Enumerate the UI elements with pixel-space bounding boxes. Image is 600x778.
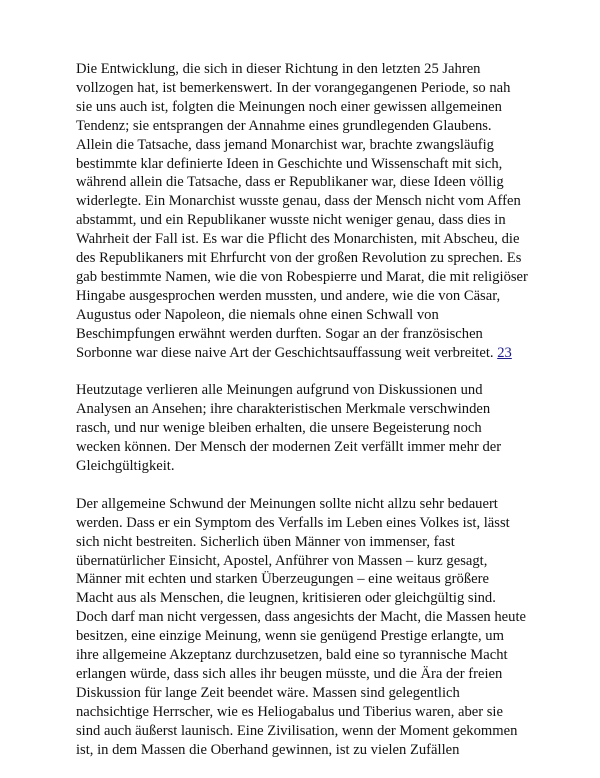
document-page <box>76 60 528 778</box>
paragraph-3 <box>76 495 528 760</box>
paragraph-2-text: Heutzutage verlieren alle Meinungen aufgrund von Diskussionen und Analysen an Ansehen; ihre charakteristischen Merkmale verschwinden rasch, und nur wenige bleiben erhalten, die unsere Begeisterung noch wecken können. Der Mensch der modernen Zeit verfällt immer mehr der Gleichgültigkeit. <box>76 382 502 475</box>
paragraph-1-text: Die Entwicklung, die sich in dieser Richtung in den letzten 25 Jahren vollzogen hat, ist bemerkenswert. In der vorangegangenen Periode, so nah sie uns auch ist, folgten die Meinungen noch einer gewissen allgemeinen Tendenz; sie entsprangen der Annahme eines grundlegenden Glaubens. Allein die Tatsache, dass jemand Monarchist war, brachte zwangsläufig bestimmte klar definierte Ideen in Geschichte und Wissenschaft mit sich, während allein die Tatsache, dass er Republikaner war, diese Ideen völlig widerlegte. Ein Monarchist wusste genau, dass der Mensch nicht vom Affen abstammt, und ein Republikaner wusste nicht weniger genau, dass dies in Wahrheit der Fall ist. Es war die Pflicht des Monarchisten, mit Abscheu, die des Republikaners mit Ehrfurcht von der großen Revolution zu sprechen. Es gab bestimmte Namen, wie die von Robespierre und Marat, die mit religiöser Hingabe ausgesprochen werden mussten, und andere, wie die von Cäsar, Augustus oder Napoleon, die niemals ohne einen Schwall von Beschimpfungen erwähnt werden durften. Sogar an der französischen Sorbonne war diese naive Art der Geschichtsauffassung weit verbreitet. <box>76 61 528 361</box>
paragraph-3-text: Der allgemeine Schwund der Meinungen sollte nicht allzu sehr bedauert werden. Dass er ein Symptom des Verfalls im Leben eines Volkes ist, lässt sich nicht bestreiten. Sicherlich üben Männer von immenser, fast übernatürlicher Einsicht, Apostel, Anführer von Massen – kurz gesagt, Männer mit echten und starken Überzeugungen – eine weitaus größere Macht aus als Menschen, die leugnen, kritisieren oder gleichgültig sind. Doch darf man nicht vergessen, dass angesichts der Macht, die Massen heute besitzen, eine einzige Meinung, wenn sie genügend Prestige erlangte, um ihre allgemeine Akzeptanz durchzusetzen, bald eine so tyrannische Macht erlangen würde, dass sich alles ihr beugen müsste, und die Ära der freien Diskussion für lange Zeit beendet wäre. Massen sind gelegentlich nachsichtige Herrscher, wie es Heliogabalus und Tiberius waren, aber sie sind auch äußerst launisch. Eine Zivilisation, wenn der Moment gekommen ist, in dem Massen die Oberhand gewinnen, ist zu vielen Zufällen <box>76 495 526 758</box>
paragraph-2 <box>76 381 528 476</box>
paragraph-1 <box>76 60 528 363</box>
footnote-link-23[interactable]: 23 <box>497 344 512 361</box>
